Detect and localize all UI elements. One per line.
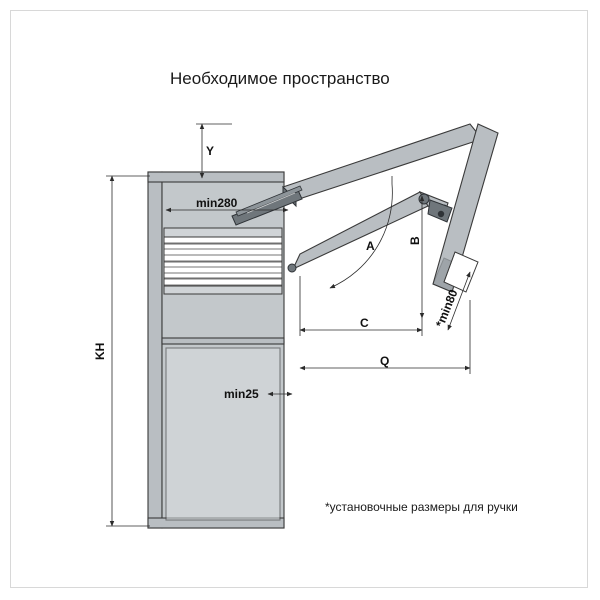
inner-shelf-detail	[164, 228, 282, 294]
label-min280: min280	[196, 196, 238, 210]
label-c: C	[360, 316, 369, 330]
label-q: Q	[380, 354, 390, 368]
label-min25: min25	[224, 387, 259, 401]
lower-door-panel	[166, 348, 280, 520]
footnote-text: *установочные размеры для ручки	[325, 500, 518, 514]
dimension-c	[300, 276, 422, 336]
opened-flap-top	[283, 124, 482, 206]
label-a: A	[366, 239, 375, 253]
label-b: B	[408, 236, 422, 245]
dimension-y	[196, 124, 232, 178]
label-kh: KH	[93, 342, 107, 360]
diagram-title: Необходимое пространство	[170, 69, 390, 88]
dimension-kh	[93, 176, 150, 526]
label-min80: *min80	[432, 287, 461, 330]
label-y: Y	[206, 144, 215, 158]
